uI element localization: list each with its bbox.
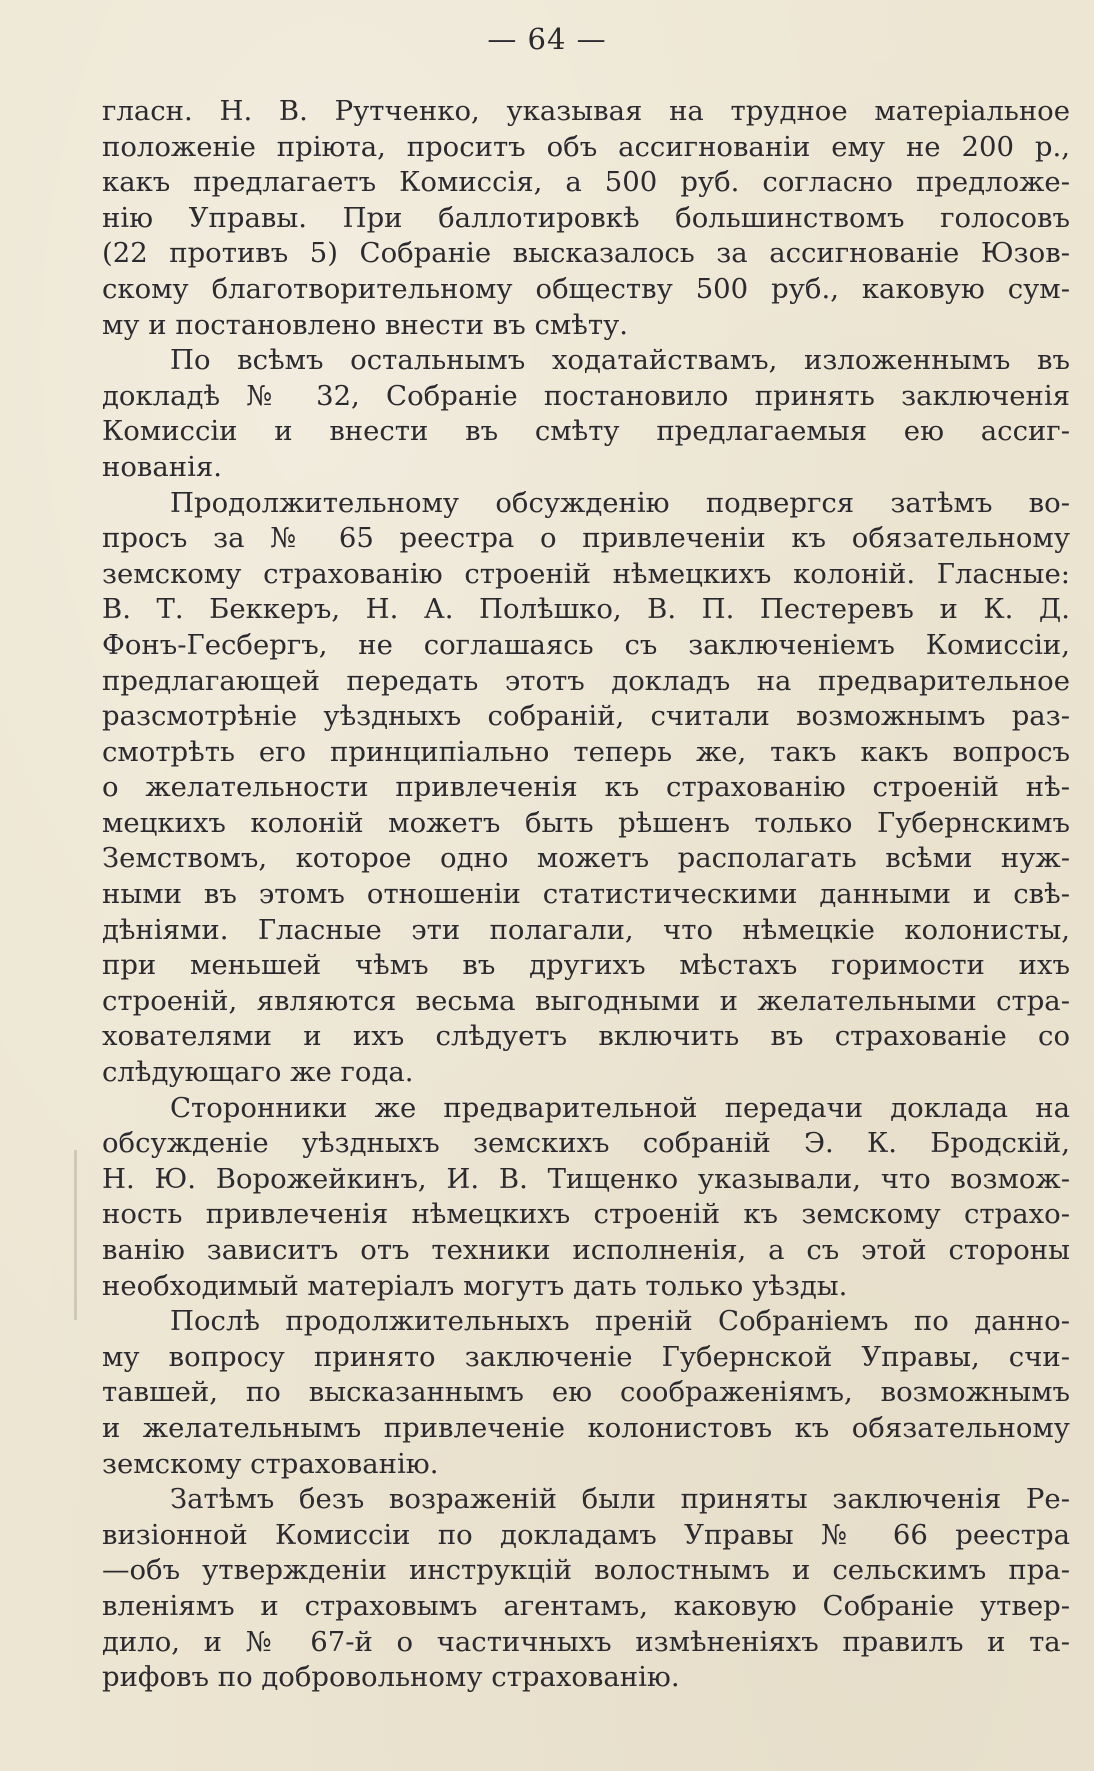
- text-line: гласн. Н. В. Рутченко, указывая на трудное матеріальное: [102, 95, 1070, 127]
- text-line: ванію зависитъ отъ техники исполненія, а съ этой стороны: [102, 1234, 1070, 1266]
- text-line: обсужденіе уѣздныхъ земскихъ собраній Э. К. Бродскій,: [102, 1127, 1070, 1160]
- text-line: Н. Ю. Ворожейкинъ, И. В. Тищенко указывали, что возмож-: [102, 1162, 1070, 1195]
- text-line: скому благотворительному обществу 500 руб., каковую сум-: [102, 272, 1070, 305]
- text-line: По всѣмъ остальнымъ ходатайствамъ, изложеннымъ въ: [170, 344, 1070, 377]
- text-line: нованія.: [102, 450, 222, 483]
- text-line: необходимый матеріалъ могутъ дать только уѣзды.: [102, 1269, 848, 1302]
- text-line: Сторонники же предварительной передачи доклада на: [170, 1091, 1070, 1124]
- text-line: при меньшей чѣмъ въ другихъ мѣстахъ горимости ихъ: [102, 949, 1070, 982]
- text-line: о желательности привлеченія къ страхованію строеній нѣ-: [102, 771, 1070, 804]
- text-line: просъ за № 65 реестра о привлеченіи къ обязательному: [102, 522, 1070, 555]
- text-line: ными въ этомъ отношеніи статистическими данными и свѣ-: [102, 878, 1070, 911]
- page-number: — 64 —: [487, 22, 607, 56]
- text-line: вленіямъ и страховымъ агентамъ, каковую Собраніе утвер-: [102, 1589, 1070, 1622]
- text-line: дило, и № 67-й о частичныхъ измѣненіяхъ правилъ и та-: [102, 1625, 1070, 1658]
- text-line: смотрѣть его принципіально теперь же, такъ какъ вопросъ: [102, 735, 1070, 768]
- text-line: нію Управы. При баллотировкѣ большинствомъ голосовъ: [102, 201, 1070, 234]
- text-line: рифовъ по добровольному страхованію.: [102, 1661, 680, 1694]
- text-line: Земствомъ, которое одно можетъ располагать всѣми нуж-: [102, 842, 1070, 875]
- text-line: Послѣ продолжительныхъ преній Собраніемъ по данно-: [170, 1305, 1070, 1338]
- text-line: тавшей, по высказаннымъ ею соображеніямъ, возможнымъ: [102, 1376, 1070, 1409]
- text-line: визіонной Комиссіи по докладамъ Управы № 66 реестра: [102, 1518, 1070, 1551]
- text-line: Комиссіи и внести въ смѣту предлагаемыя ею ассиг-: [102, 415, 1070, 448]
- text-line: хователями и ихъ слѣдуетъ включить въ страхованіе со: [102, 1020, 1070, 1053]
- paragraph: [102, 1482, 1070, 1696]
- paragraph: [102, 1304, 1070, 1482]
- margin-pencil-mark: [74, 1150, 77, 1320]
- text-line: ность привлеченія нѣмецкихъ строеній къ земскому страхо-: [102, 1198, 1070, 1231]
- text-line: какъ предлагаетъ Комиссія, а 500 руб. согласно предложе-: [102, 166, 1070, 199]
- text-line: земскому страхованію строеній нѣмецкихъ колоній. Гласные:: [102, 557, 1070, 590]
- text-line: и желательнымъ привлеченіе колонистовъ къ обязательному: [102, 1411, 1070, 1444]
- paragraph: [102, 94, 1070, 343]
- text-line: слѣдующаго же года.: [102, 1056, 414, 1089]
- text-line: му вопросу принято заключеніе Губернской Управы, счи-: [102, 1340, 1070, 1373]
- paragraph: [102, 343, 1070, 485]
- text-line: предлагающей передать этотъ докладъ на предварительное: [102, 664, 1070, 697]
- paragraph: [102, 486, 1070, 1091]
- text-line: —объ утвержденіи инструкцій волостнымъ и сельскимъ пра-: [102, 1554, 1070, 1587]
- text-line: Фонъ-Гесбергъ, не соглашаясь съ заключеніемъ Комиссіи,: [102, 628, 1070, 661]
- text-line: положеніе пріюта, проситъ объ ассигнованіи ему не 200 р.,: [102, 130, 1070, 163]
- text-line: (22 противъ 5) Собраніе высказалось за ассигнованіе Юзов-: [102, 237, 1070, 270]
- text-line: В. Т. Беккеръ, Н. А. Полѣшко, В. П. Пестеревъ и К. Д.: [102, 593, 1070, 626]
- text-line: мецкихъ колоній можетъ быть рѣшенъ только Губернскимъ: [102, 806, 1070, 839]
- paragraph: [102, 1091, 1070, 1305]
- text-line: земскому страхованію.: [102, 1447, 439, 1480]
- text-line: строеній, являются весьма выгодными и желательными стра-: [102, 984, 1070, 1017]
- text-line: докладѣ № 32, Собраніе постановило принять заключенія: [102, 379, 1070, 412]
- text-line: дѣніями. Гласные эти полагали, что нѣмецкіе колонисты,: [102, 913, 1070, 946]
- text-line: разсмотрѣніе уѣздныхъ собраній, считали возможнымъ раз-: [102, 700, 1070, 733]
- text-line: Затѣмъ безъ возраженій были приняты заключенія Ре-: [170, 1483, 1070, 1516]
- text-line: му и постановлено внести въ смѣту.: [102, 308, 629, 341]
- text-line: Продолжительному обсужденію подвергся затѣмъ во-: [170, 486, 1070, 519]
- body-text: [102, 94, 1070, 1696]
